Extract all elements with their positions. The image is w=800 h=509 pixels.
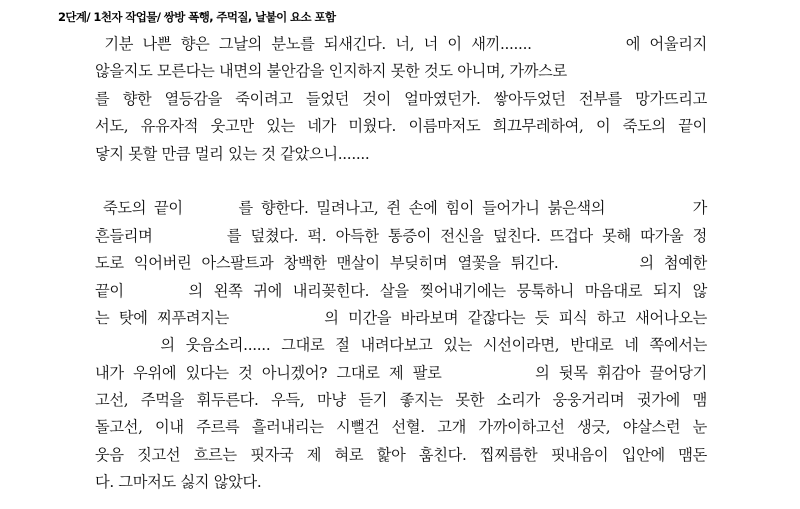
- paragraph-2: [95, 195, 707, 496]
- text-line: 흔들리며 를 덮쳤다. 퍽. 아득한 통증이 전신을 덮친다. 뜨겁다 못해 따가울 정: [95, 226, 707, 245]
- text-line: 를 향한 열등감을 죽이려고 들었던 것이 얼마였던가. 쌓아두었던 전부를 망가뜨리고: [95, 89, 707, 108]
- text-line: 끝이 의 왼쪽 귀에 내리꽂힌다. 살을 찢어내기에는 뭉툭하니 마음대로 되지 않: [95, 281, 707, 300]
- text-line: 고선, 주먹을 휘두른다. 우득, 마냥 듣기 좋지는 못한 소리가 웅웅거리며 귓가에 맴: [95, 391, 707, 410]
- text-line: 도로 익어버린 아스팔트과 창백한 맨살이 부딪히며 열꽃을 튀긴다. 의 첨예한: [95, 254, 707, 273]
- text-line: 않을지도 모른다는 내면의 불안감을 인지하지 못한 것도 아니며, 가까스로: [95, 62, 567, 81]
- paragraph-1: [95, 31, 707, 168]
- text-line: 다. 그마저도 싫지 않았다.: [95, 473, 262, 492]
- paragraph-gap: [95, 168, 707, 195]
- text-line: 의 웃음소리...... 그대로 절 내려다보고 있는 시선이라면, 반대로 네 쪽에서는: [95, 336, 707, 355]
- text-line: 는 탓에 찌푸려지는 의 미간을 바라보며 같잖다는 듯 피식 하고 새어나오는: [95, 308, 707, 327]
- text-line: 닿지 못할 만큼 멀리 있는 것 같았으니.......: [95, 144, 370, 163]
- text-line: 죽도의 끝이 를 향한다. 밀려나고, 쥔 손에 힘이 들어가니 붉은색의 가: [95, 199, 707, 218]
- text-line: 기분 나쁜 향은 그날의 분노를 되새긴다. 너, 너 이 새끼....... 에 어울리지: [95, 35, 707, 53]
- document-body: [95, 31, 707, 497]
- document-header: 2단계/ 1천자 작업물/ 쌍방 폭행, 주먹질, 날붙이 요소 포함: [58, 10, 336, 24]
- text-line: 돌고선, 이내 주르륵 흘러내리는 시뻘건 선혈. 고개 가까이하고선 생긋, 야살스런 눈: [95, 418, 707, 437]
- text-line: 서도, 유유자적 웃고만 있는 네가 미웠다. 이름마저도 희끄무레하여, 이 죽도의 끝이: [95, 117, 707, 136]
- text-line: 내가 우위에 있다는 것 아니겠어? 그대로 제 팔로 의 뒷목 휘감아 끌어당기: [95, 363, 707, 382]
- text-line: 웃음 짓고선 흐르는 핏자국 제 혀로 핥아 훔친다. 찝찌름한 핏내음이 입안에 맴돈: [95, 445, 707, 464]
